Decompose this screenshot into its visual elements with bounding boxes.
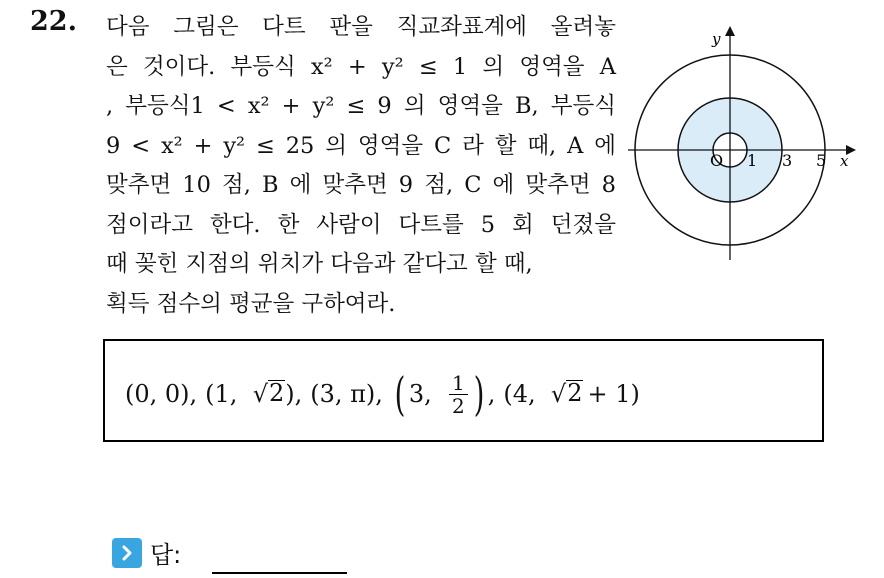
answer-label: 답: (150, 541, 182, 569)
tick-label: 1 (747, 151, 758, 170)
fraction: $\frac{1}{2}$ (449, 372, 468, 417)
y-axis-label: y (712, 30, 721, 48)
question-number: 22. (30, 6, 77, 37)
question-text (106, 8, 616, 324)
dartboard-diagram (620, 20, 860, 270)
sqrt-symbol: √ 2 (550, 379, 583, 408)
question-line: 은 것이다. 부등식 x² + y² ≤ 1 의 영역을 A (106, 53, 616, 80)
question-line: 획득 점수의 평균을 구하여라. (106, 290, 396, 317)
origin-label: O (710, 151, 724, 170)
question-line: , 부등식1 < x² + y² ≤ 9 의 영역을 B, 부등식 (106, 93, 616, 119)
points-box (103, 339, 824, 442)
x-axis-label: x (840, 152, 849, 170)
point-5: (4, √ 2 + 1) (503, 379, 640, 408)
question-line: 점이라고 한다. 한 사람이 다트를 5 회 던졌을 (106, 211, 616, 238)
answer-row (112, 535, 181, 570)
chevron-right-icon (112, 538, 142, 568)
answer-blank[interactable] (212, 572, 347, 574)
point-3: (3, π), (310, 380, 383, 408)
tick-label: 3 (782, 151, 793, 170)
question-line: 9 < x² + y² ≤ 25 의 영역을 C 라 할 때, A 에 (106, 132, 616, 159)
point-4: ( 3, $\frac{1}{2}$ ) , (394, 367, 496, 421)
question-line: 다음 그림은 다트 판을 직교좌표계에 올려놓 (106, 14, 616, 40)
point-1: (0, 0), (125, 380, 198, 408)
y-axis-arrow (725, 26, 735, 36)
question-line: 때 꽂힌 지점의 위치가 다음과 같다고 할 때, (106, 251, 533, 277)
sqrt-symbol: √ 2 (252, 379, 285, 408)
question-line: 맞추면 10 점, B 에 맞추면 9 점, C 에 맞추면 8 (106, 172, 616, 198)
point-2: (1, √ 2 ), (205, 379, 303, 408)
tick-label: 5 (816, 151, 827, 170)
points-list (125, 367, 640, 421)
